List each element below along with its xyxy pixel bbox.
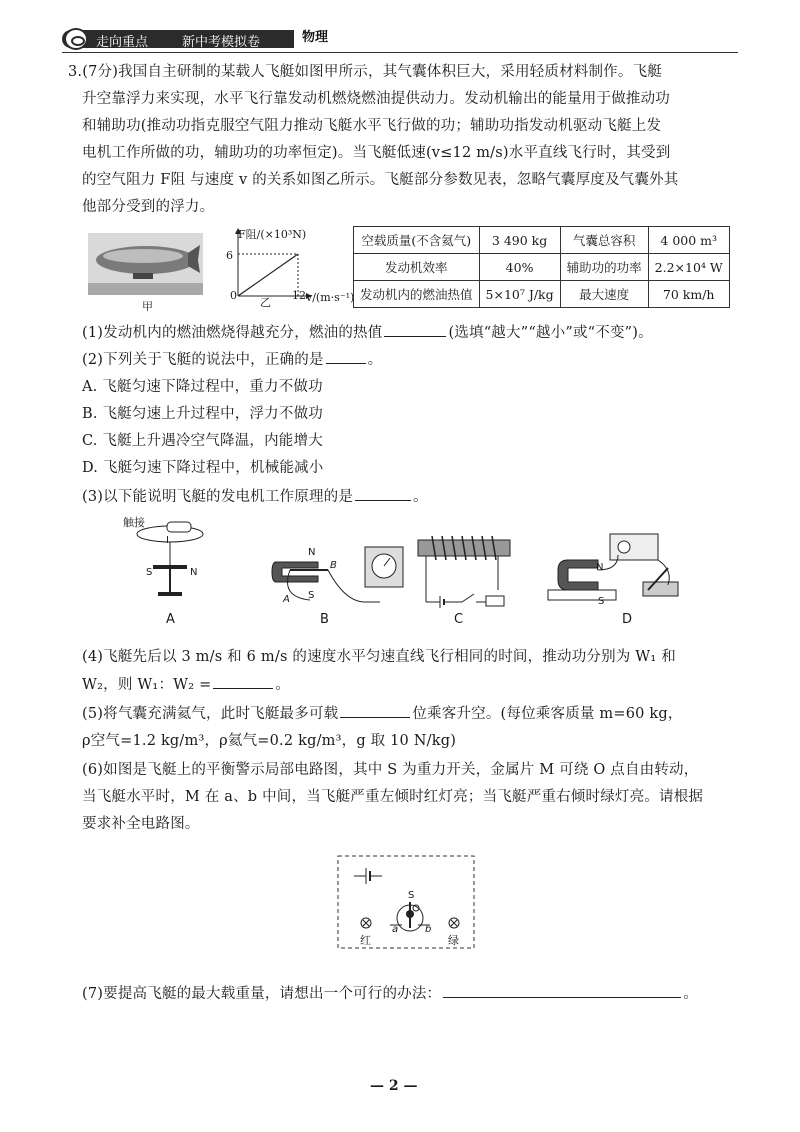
q3-line [82, 485, 428, 506]
table-cell: 70 km/h [648, 281, 729, 308]
intro-line-3: 和辅助功(推动功指克服空气阻力推动飞艇水平飞行做的功；辅助功指发动机驱动飞艇上发 [82, 118, 662, 134]
figure-d [548, 530, 688, 610]
intro-line-2: 升空靠浮力来实现，水平飞行靠发动机燃烧燃油提供动力。发动机输出的能量用于做推动功 [82, 91, 670, 107]
intro-line-5: 的空气阻力 F阻 与速度 v 的关系如图乙所示。飞艇部分参数见表，忽略气囊厚度及气囊外其 [82, 172, 679, 188]
circuit-b-label: b [425, 924, 432, 935]
circuit-switch-label: S [408, 890, 415, 901]
fig-d-s-label: S [598, 596, 605, 607]
q2-text: (2)下列关于飞艇的说法中，正确的是 [82, 352, 324, 368]
table-cell: 气囊总容积 [560, 227, 648, 254]
table-row [354, 254, 730, 281]
q4-text: W₂，则 W₁：W₂ = [82, 677, 212, 693]
q2-end: 。 [367, 352, 383, 368]
q3-end: 。 [413, 489, 428, 505]
fig-a-current-label: I [166, 535, 169, 546]
page-number: — 2 — [370, 1078, 418, 1094]
q2-line [82, 348, 382, 369]
page-header [62, 28, 338, 50]
fig-b-s-label: S [308, 590, 315, 601]
q1-line [82, 321, 653, 342]
graph-origin: 0 [230, 289, 237, 302]
fig-b-point-a: A [283, 594, 290, 605]
q4-end: 。 [275, 677, 291, 693]
graph-line [238, 254, 298, 296]
fig-a-s-label: S [146, 567, 153, 578]
graph-y-tick: 6 [226, 249, 233, 262]
intro-line-1: 3.(7分)我国自主研制的某载人飞艇如图甲所示，其气囊体积巨大，采用轻质材料制作。飞艇 [68, 64, 662, 80]
q6-line-3: 要求补全电路图。 [82, 816, 200, 832]
fig-b-n-label: N [308, 547, 316, 558]
airship-figure [88, 233, 203, 298]
option-b-label: B [320, 612, 329, 627]
q6-line-1: (6)如图是飞艇上的平衡警示局部电路图，其中 S 为重力开关，金属片 M 可绕 O 点自由转动， [82, 762, 699, 778]
fig-a-n-label: N [190, 567, 198, 578]
q7-text: (7)要提高飞艇的最大载重量，请想出一个可行的办法： [82, 986, 442, 1002]
circuit-a-label: a [392, 924, 399, 935]
q4-line-1: (4)飞艇先后以 3 m/s 和 6 m/s 的速度水平匀速直线飞行相同的时间，推动功分别为 W₁ 和 [82, 649, 676, 665]
intro-line-6: 他部分受到的浮力。 [82, 199, 215, 215]
header-rule [62, 52, 738, 53]
option-c-label: C [454, 612, 464, 627]
q4-line-2 [82, 673, 290, 694]
q7-line [82, 982, 698, 1003]
q2-choice-c: C. 飞艇上升遇冷空气降温，内能增大 [82, 433, 323, 449]
table-row [354, 281, 730, 308]
logo-icon [64, 28, 88, 50]
q3-answer-blank[interactable] [355, 486, 411, 501]
q2-answer-blank[interactable] [326, 349, 366, 364]
figure-b [270, 542, 410, 612]
q5-text: (5)将气囊充满氦气，此时飞艇最多可载 [82, 706, 339, 722]
q1-text-end: (选填“越大”“越小”或“不变”)。 [448, 325, 653, 341]
table-cell: 40% [479, 254, 560, 281]
q7-end: 。 [683, 986, 698, 1002]
q1-text: (1)发动机内的燃油燃烧得越充分，燃油的热值 [82, 325, 383, 341]
fig-jia-caption: 甲 [142, 300, 153, 313]
q5-line-1 [82, 702, 683, 723]
table-cell: 辅助功的功率 [560, 254, 648, 281]
q2-choice-a: A. 飞艇匀速下降过程中，重力不做功 [82, 379, 323, 395]
header-subject: 物理 [294, 27, 336, 49]
graph-x-tick: 12 [292, 289, 306, 302]
graph-y-label: F阻/(×10³N) [238, 228, 307, 241]
fig-d-n-label: N [596, 562, 604, 573]
q3-text: (3)以下能说明飞艇的发电机工作原理的是 [82, 489, 354, 505]
circuit-red-label: 红 [360, 934, 371, 947]
header-brand: 走向重点 [96, 35, 149, 50]
option-d-label: D [622, 612, 633, 627]
q2-choice-d: D. 飞艇匀速下降过程中，机械能减小 [82, 460, 324, 476]
fig-a-contact-label: 触接 [123, 516, 145, 529]
table-cell: 3 490 kg [479, 227, 560, 254]
q5-text-end: 位乘客升空。(每位乘客质量 m=60 kg， [412, 706, 683, 722]
q7-answer-blank[interactable] [443, 983, 681, 998]
table-cell: 5×10⁷ J/kg [479, 281, 560, 308]
params-table [353, 226, 730, 308]
table-cell: 4 000 m³ [648, 227, 729, 254]
q5-line-2: ρ空气=1.2 kg/m³，ρ氦气=0.2 kg/m³，g 取 10 N/kg) [82, 733, 457, 749]
header-series: 新中考模拟卷 [182, 35, 261, 50]
q2-choice-b: B. 飞艇匀速上升过程中，浮力不做功 [82, 406, 323, 422]
q4-answer-blank[interactable] [213, 674, 273, 689]
table-cell: 发动机效率 [354, 254, 480, 281]
table-row [354, 227, 730, 254]
intro-line-4: 电机工作所做的功，辅助功的功率恒定)。当飞艇低速(v≤12 m/s)水平直线飞行时，其受到 [82, 145, 671, 161]
table-cell: 发动机内的燃油热值 [354, 281, 480, 308]
q1-answer-blank[interactable] [384, 322, 446, 337]
table-cell: 最大速度 [560, 281, 648, 308]
figure-c [418, 530, 518, 610]
graph-x-label: v/(m·s⁻¹) [306, 291, 355, 304]
fig-yi-caption: 乙 [260, 296, 271, 309]
table-cell: 空载质量(不含氦气) [354, 227, 480, 254]
table-cell: 2.2×10⁴ W [648, 254, 729, 281]
fig-b-point-b: B [330, 560, 337, 571]
q6-line-2: 当飞艇水平时，M 在 a、b 中间，当飞艇严重左倾时红灯亮；当飞艇严重右倾时绿灯亮。请根据 [82, 789, 704, 805]
circuit-green-label: 绿 [448, 934, 459, 947]
option-a-label: A [166, 612, 175, 627]
q5-answer-blank[interactable] [340, 703, 410, 718]
